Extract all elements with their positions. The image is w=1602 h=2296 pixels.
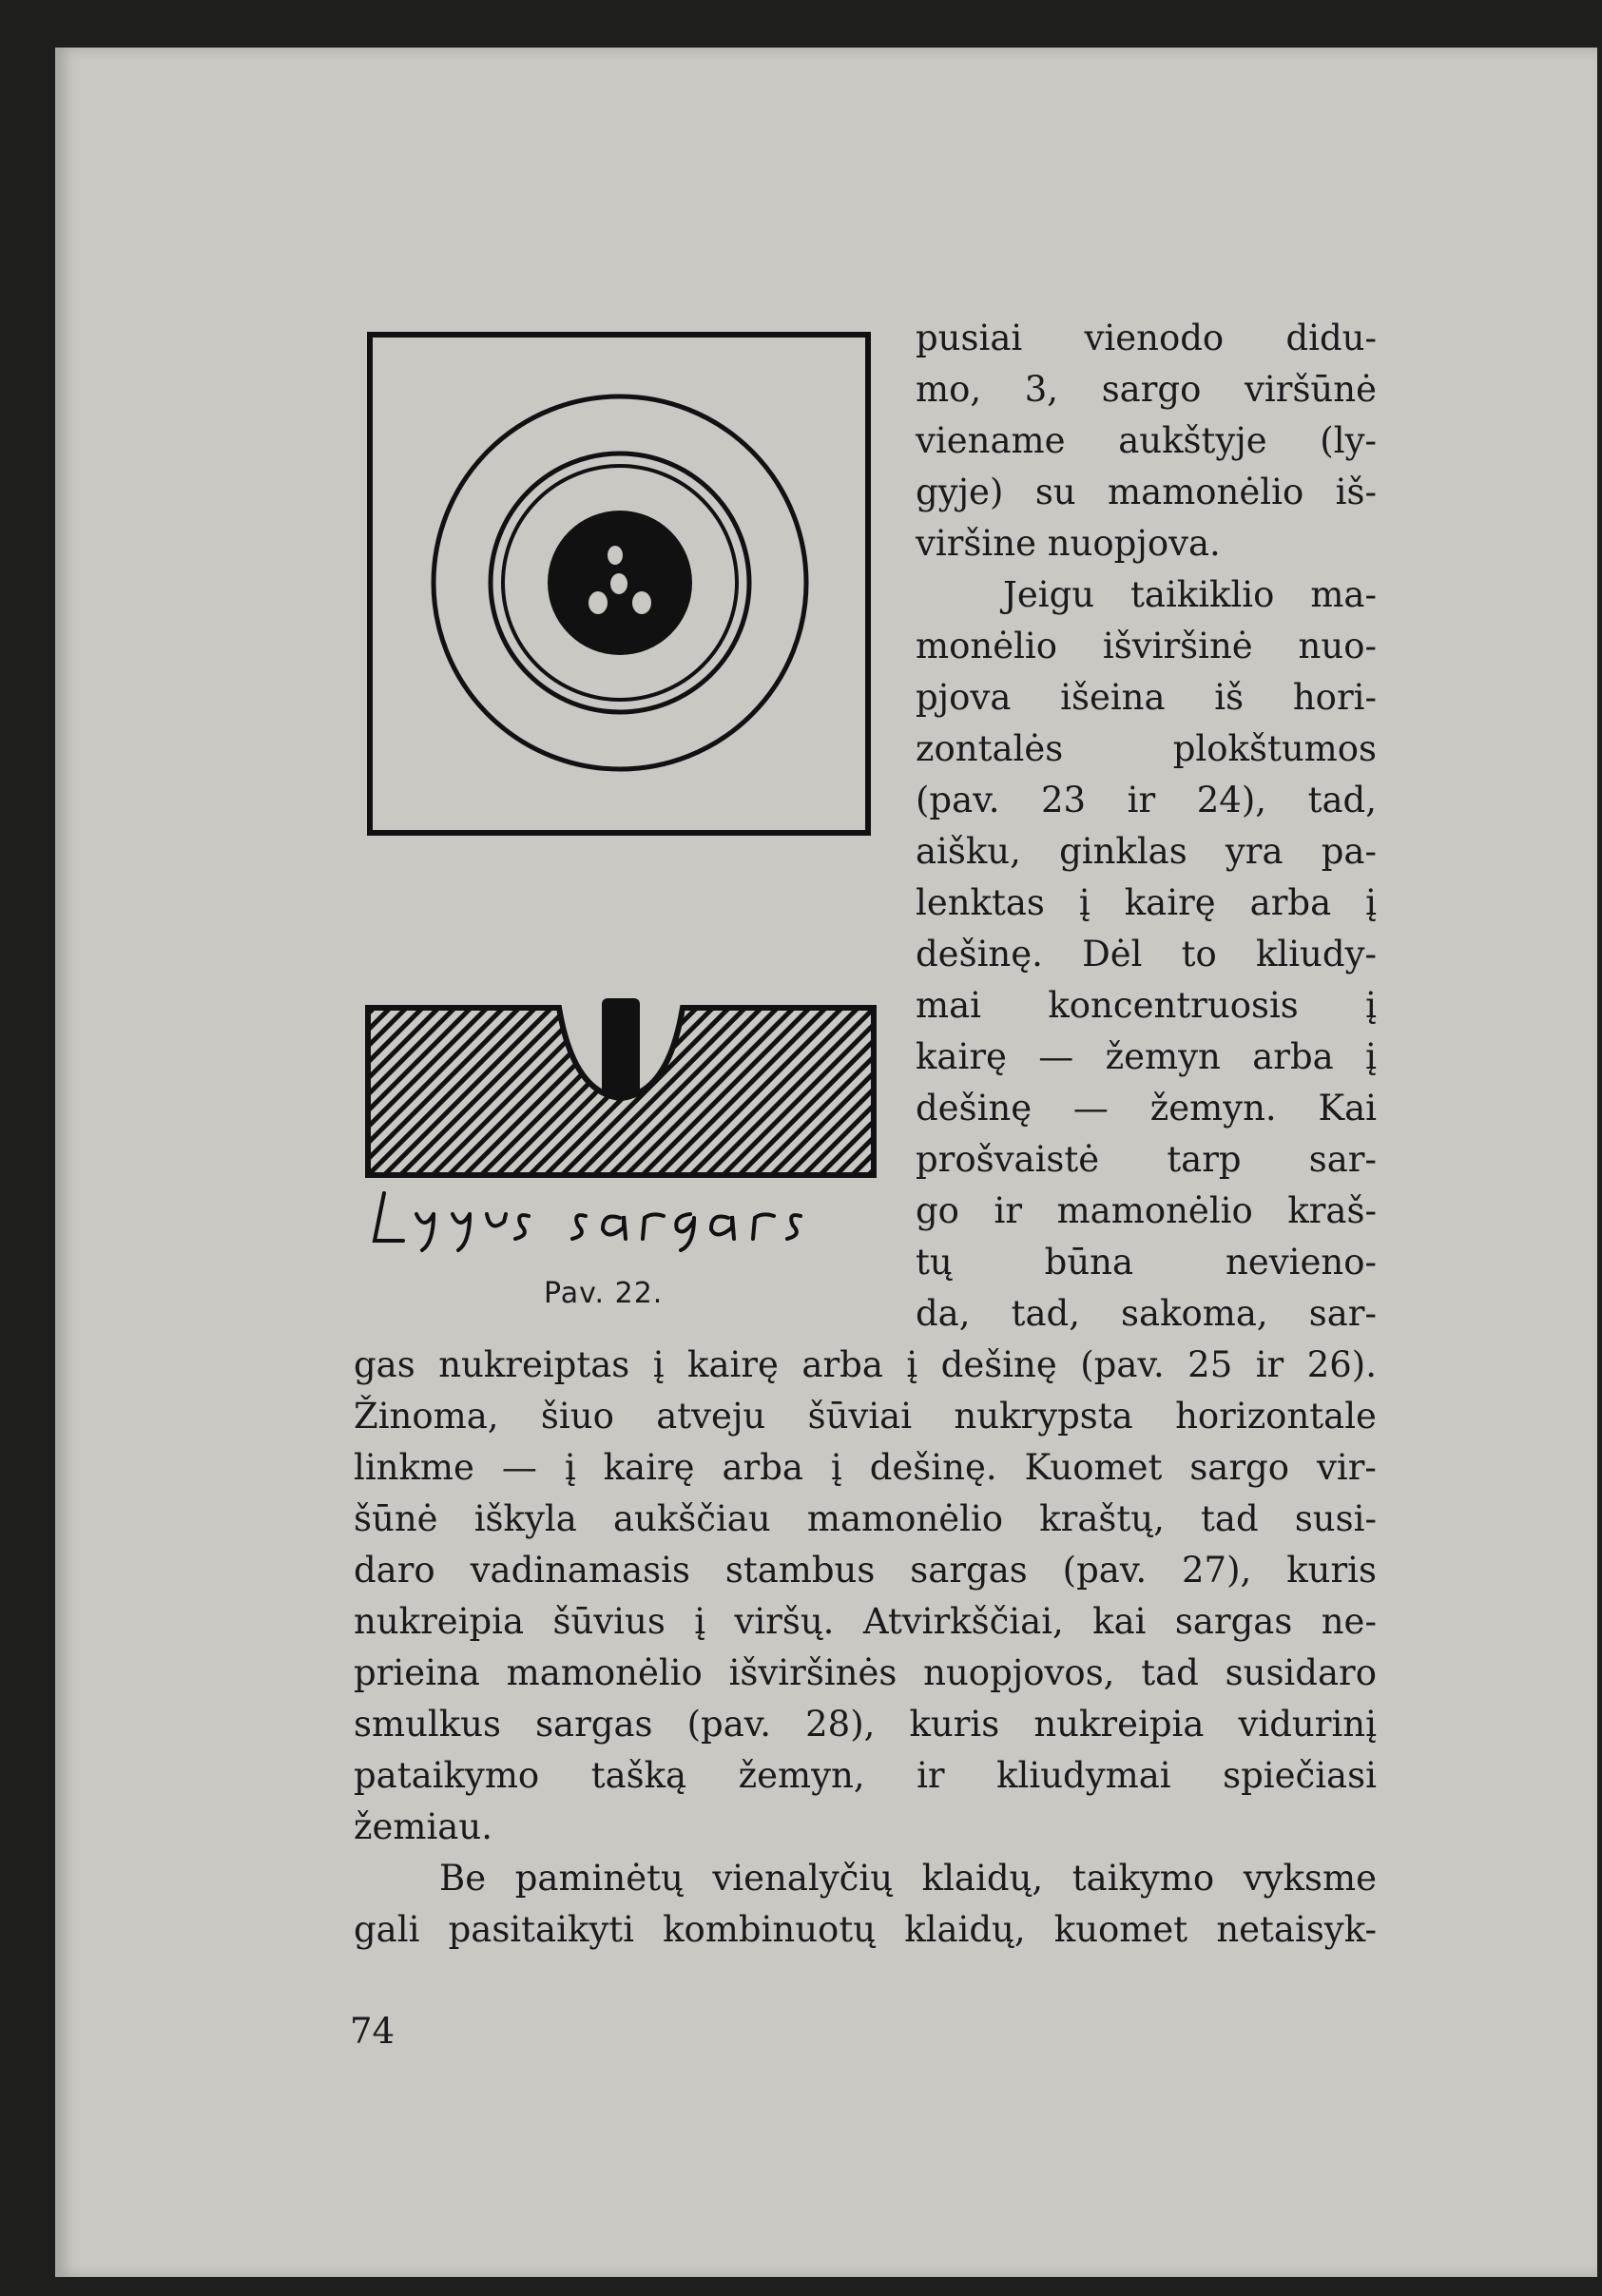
text-line: aišku, ginklas yra pa- [916,831,1377,872]
handwritten-label [371,1184,884,1255]
text-line: da, tad, sakoma, sar- [916,1293,1377,1334]
text-line: Be paminėtų vienalyčių klaidų, taikymo vyksme [439,1858,1377,1899]
text-line: Jeigu taikiklio ma- [1003,574,1377,615]
text-line: šūnė iškyla aukščiau mamonėlio kraštų, tad susi- [354,1498,1377,1539]
text-line: mai koncentruosis į [916,985,1377,1026]
text-line: gali pasitaikyti kombinuotų klaidų, kuomet netaisyk- [354,1909,1377,1950]
front-sight-figure [364,998,878,1179]
text-line: kairę — žemyn arba į [916,1036,1377,1077]
text-line: smulkus sargas (pav. 28), kuris nukreipia vidurinį [354,1704,1377,1745]
text-line: dešinę. Dėl to kliudy- [916,934,1377,974]
text-line: (pav. 23 ir 24), tad, [916,780,1377,820]
text-line: pjova išeina iš hori- [916,677,1377,718]
text-line: prieina mamonėlio išviršinės nuopjovos, tad susidaro [354,1652,1377,1693]
text-line: pataikymo tašką žemyn, ir kliudymai spiečiasi [354,1755,1377,1796]
text-line: zontalės plokštumos [916,728,1377,769]
text-line: linkme — į kairę arba į dešinę. Kuomet sargo vir- [354,1447,1377,1488]
page-number: 74 [350,2011,396,2052]
text-line: gyje) su mamonėlio iš- [916,472,1377,512]
text-line: dešinę — žemyn. Kai [916,1088,1377,1129]
text-line: go ir mamonėlio kraš- [916,1190,1377,1231]
text-line: gas nukreiptas į kairę arba į dešinę (pav. 25 ir 26). [354,1344,1377,1385]
text-line: lenktas į kairę arba į [916,882,1377,923]
text-line: Žinoma, šiuo atveju šūviai nukrypsta horizontale [354,1396,1377,1437]
text-line: pusiai vienodo didu- [916,318,1377,358]
text-line: monėlio išviršinė nuo- [916,626,1377,666]
text-line: viršine nuopjova. [916,523,1221,564]
text-line: daro vadinamasis stambus sargas (pav. 27), kuris [354,1550,1377,1591]
text-line: mo, 3, sargo viršūnė [916,369,1377,410]
text-line: prošvaistė tarp sar- [916,1139,1377,1180]
text-line: tų būna nevieno- [916,1242,1377,1283]
text-line: nukreipia šūvius į viršų. Atvirkščiai, kai sargas ne- [354,1601,1377,1642]
target-figure [366,331,872,838]
figure-caption: Pav. 22. [544,1277,664,1310]
text-line: viename aukštyje (ly- [916,420,1377,461]
text-line: žemiau. [354,1806,492,1847]
